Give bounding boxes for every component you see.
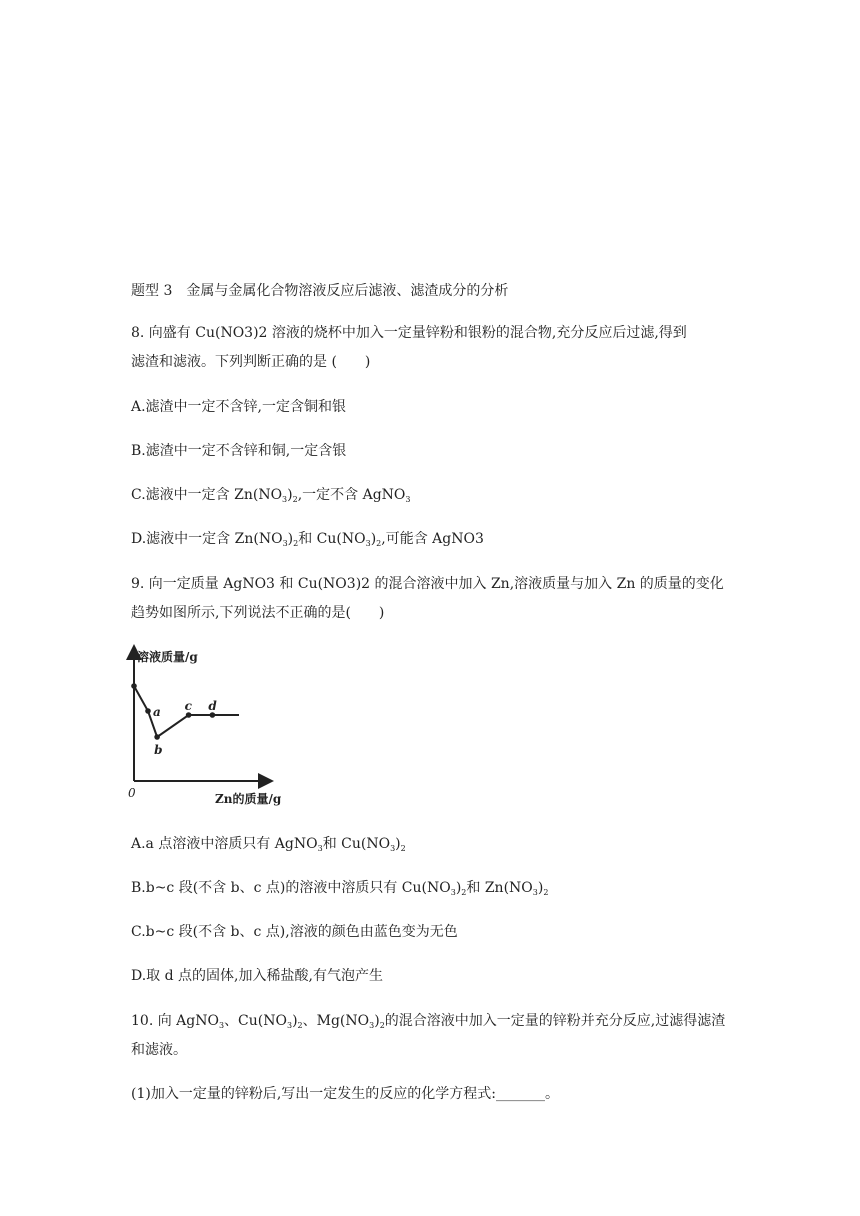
point-marker-b [154,734,160,740]
point-marker-c [186,712,192,718]
q10-part1: (1)加入一定量的锌粉后,写出一定发生的反应的化学方程式:_______。 [131,1086,559,1102]
q9-stem-line2: 趋势如图所示,下列说法不正确的是( ) [131,605,385,621]
section-title: 题型 3 金属与金属化合物溶液反应后滤液、滤渣成分的分析 [131,283,509,299]
q8-stem-line2: 滤渣和滤液。下列判断正确的是 ( ) [131,354,371,370]
q9-option-c: C.b~c 段(不含 b、c 点),溶液的颜色由蓝色变为无色 [131,924,458,940]
q8-option-b: B.滤渣中一定不含锌和铜,一定含银 [131,443,347,459]
q10-stem-line1: 10. 向 AgNO$_3$、$Cu(NO_3)_2$、$Mg(NO_3)_2$的混合溶液中加入一定量的锌粉并充分反应,过滤得滤渣 [131,1013,726,1030]
y-axis-label: 溶液质量/g [137,650,198,664]
q8-option-a: A.滤渣中一定不含锌,一定含铜和银 [131,399,347,415]
point-label-a: a [153,705,161,719]
q8-option-d: D.滤液中一定含 $Zn(NO_3)_2$和 $Cu(NO_3)_2$,可能含 AgNO3 [131,531,484,548]
q9-option-a: A.a 点溶液中溶质只有 AgNO$_3$和 $Cu(NO_3)_2$ [131,836,406,853]
q9-option-d: D.取 d 点的固体,加入稀盐酸,有气泡产生 [131,968,383,984]
point-marker-start [131,683,137,689]
point-marker-a [145,708,151,714]
q10-stem-line2: 和滤液。 [131,1042,187,1058]
q8-option-c: C.滤液中一定含 $Zn(NO_3)_2$,一定不含 AgNO$_3$ [131,487,411,504]
origin-label: 0 [128,786,136,800]
q9-stem-line1: 9. 向一定质量 AgNO3 和 Cu(NO3)2 的混合溶液中加入 Zn,溶液质量与加入 Zn 的质量的变化 [131,576,724,592]
point-label-d: d [208,699,217,713]
x-axis-label: Zn的质量/g [215,792,282,806]
point-label-b: b [154,743,163,757]
solution-mass-graph [120,640,290,815]
q9-option-b: B.b~c 段(不含 b、c 点)的溶液中溶质只有 $Cu(NO_3)_2$和 $Zn(NO_3)_2$ [131,880,549,897]
q8-stem-line1: 8. 向盛有 Cu(NO3)2 溶液的烧杯中加入一定量锌粉和银粉的混合物,充分反应后过滤,得到 [131,325,687,341]
point-marker-d [210,712,216,718]
point-label-c: c [184,699,192,713]
